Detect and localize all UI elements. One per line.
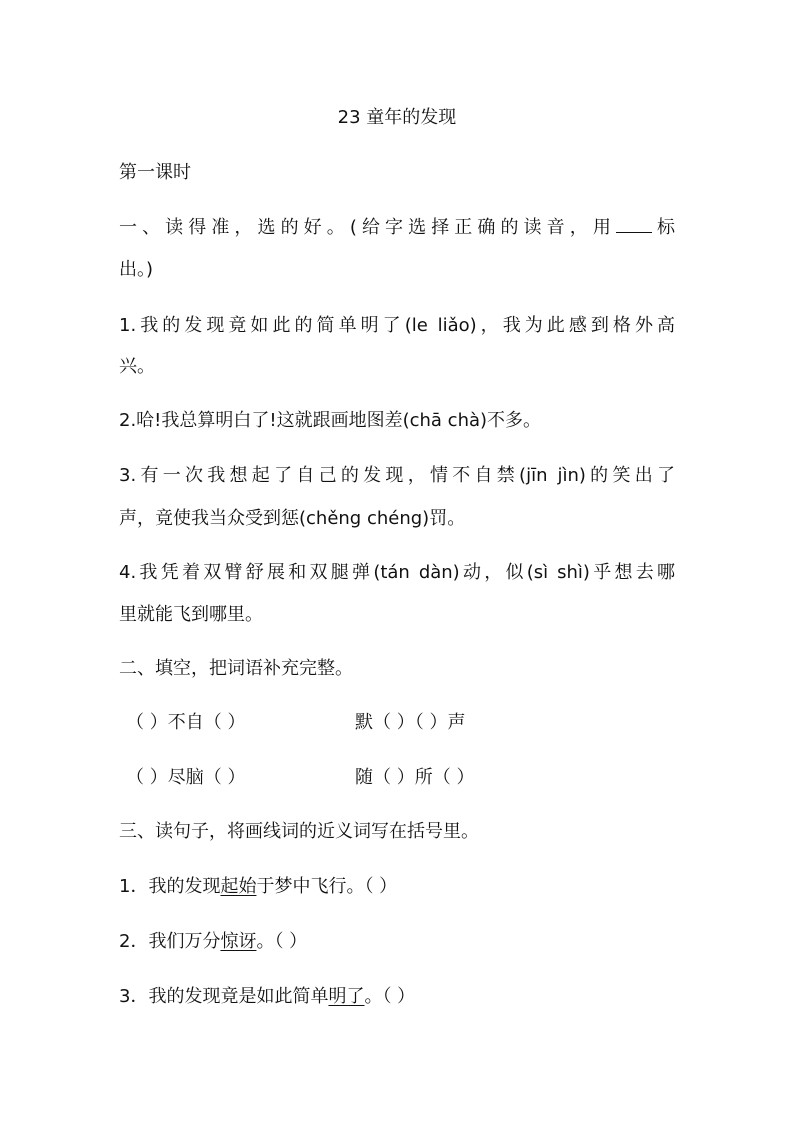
fill-item-1: （ ）不自（ ） xyxy=(126,712,246,733)
section3-heading: 三、读句子，将画线词的近义词写在括号里。 xyxy=(119,821,479,842)
lesson-label: 第一课时 xyxy=(119,162,191,183)
section1-heading-continued: 出。) xyxy=(119,259,154,280)
question-1-line-2: 兴。 xyxy=(119,356,155,377)
section2-heading: 二、填空，把词语补充完整。 xyxy=(119,658,353,679)
synonym-question-2-answer: 。（ ） xyxy=(256,931,308,952)
question-2: 2.哈!我总算明白了!这就跟画地图差(chā chà)不多。 xyxy=(119,410,542,431)
question-1-line-1: 1.我的发现竟如此的简单明了(le liǎo)，我为此感到格外高 xyxy=(119,315,675,336)
underline-blank xyxy=(616,216,652,233)
underlined-word: 惊讶 xyxy=(220,931,257,952)
synonym-question-3-answer: 。（ ） xyxy=(364,986,416,1007)
fill-item-3: （ ）尽脑（ ） xyxy=(126,767,246,788)
synonym-question-1-answer: 于梦中飞行。（ ） xyxy=(256,876,398,897)
synonym-question-2 xyxy=(119,930,675,954)
synonym-question-2-text: 2．我们万分 xyxy=(119,931,221,952)
question-4-line-1: 4.我凭着双臂舒展和双腿弹(tán dàn)动，似(sì shì)乎想去哪 xyxy=(119,562,675,583)
question-3-line-2: 声，竟使我当众受到惩(chěng chéng)罚。 xyxy=(119,508,466,529)
synonym-question-3 xyxy=(119,985,675,1009)
question-4-line-2: 里就能飞到哪里。 xyxy=(119,604,263,625)
fill-item-4: 随（ ）所（ ） xyxy=(355,767,475,788)
underlined-word: 起始 xyxy=(220,876,257,897)
section1-heading xyxy=(119,216,675,240)
section1-heading-text: 一、读得准，选的好。(给字选择正确的读音，用 xyxy=(119,217,616,238)
section1-heading-end: 标 xyxy=(651,217,675,238)
underlined-word: 明了 xyxy=(328,986,365,1007)
fill-item-2: 默（ ）（ ）声 xyxy=(355,712,466,733)
question-3-line-1: 3.有一次我想起了自己的发现，情不自禁(jīn jìn)的笑出了 xyxy=(119,465,675,486)
synonym-question-1-text: 1．我的发现 xyxy=(119,876,221,897)
page-title: 23 童年的发现 xyxy=(337,107,457,128)
synonym-question-3-text: 3．我的发现竟是如此简单 xyxy=(119,986,329,1007)
synonym-question-1 xyxy=(119,875,675,899)
